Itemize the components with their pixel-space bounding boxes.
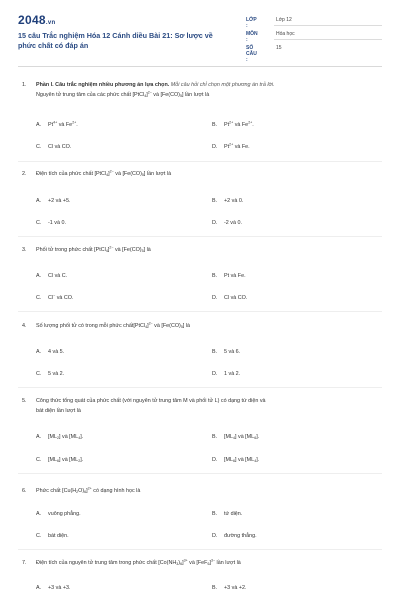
- subscript: 3: [176, 562, 179, 567]
- subscript: 4: [254, 459, 257, 464]
- meta-subject-value: Hóa học: [276, 31, 295, 37]
- option-letter: C.: [36, 533, 42, 539]
- stem-text: lần lượt là: [215, 560, 241, 566]
- option-letter: B.: [212, 273, 218, 279]
- superscript: 2+: [72, 120, 77, 125]
- option-b[interactable]: [212, 584, 246, 592]
- option-text: .: [76, 122, 78, 128]
- stem-text: Số lượng phối tử có trong mỗi phức chất[PtCl: [36, 323, 146, 329]
- part-heading: [36, 80, 382, 90]
- stem-text: ]: [86, 488, 88, 494]
- option-letter: A.: [36, 273, 42, 279]
- option-text: và Fe: [57, 122, 73, 128]
- question-stem: [36, 90, 382, 100]
- option-letter: D.: [212, 220, 218, 226]
- subscript: 6: [254, 436, 257, 441]
- superscript: −: [53, 293, 56, 298]
- superscript: 2−: [109, 169, 114, 174]
- option-letter: A.: [36, 434, 42, 440]
- option-text: đường thẳng.: [224, 533, 257, 539]
- stem-text: ]: [107, 247, 110, 253]
- option-text: Cl và CO.: [48, 144, 72, 150]
- option-text: ].: [80, 457, 84, 463]
- question-divider: [18, 549, 382, 550]
- option-letter: D.: [212, 144, 218, 150]
- option-letter: A.: [36, 349, 42, 355]
- stem-text: ] lần lượt là: [143, 171, 172, 177]
- option-d[interactable]: [212, 370, 240, 378]
- question-text: [36, 80, 382, 100]
- header: [18, 0, 382, 66]
- superscript: 2−: [147, 90, 152, 95]
- question-number: 5.: [22, 398, 27, 404]
- option-a[interactable]: [36, 584, 70, 592]
- option-letter: B.: [212, 434, 218, 440]
- option-text: bát diện.: [48, 533, 69, 539]
- option-c[interactable]: [36, 294, 73, 302]
- meta-divider: [274, 25, 382, 26]
- subscript: 5: [179, 94, 182, 99]
- stem-text: và [Fe(CO): [113, 247, 142, 253]
- site-logo[interactable]: [18, 13, 55, 27]
- option-b[interactable]: [212, 272, 246, 280]
- subscript: 5: [141, 249, 144, 254]
- question-divider: [18, 387, 382, 388]
- option-text: ] và [ML: [59, 434, 79, 440]
- stem-text: ] là: [143, 247, 151, 253]
- subscript: 2: [78, 459, 81, 464]
- option-letter: D.: [212, 533, 218, 539]
- option-text: Pt: [224, 122, 230, 128]
- subscript: 2: [57, 436, 59, 441]
- stem-text: bát diện lần lượt là: [36, 408, 81, 414]
- stem-text: và [Fe(CO): [152, 323, 181, 329]
- option-text: +3 và +3.: [48, 585, 71, 591]
- option-text: ].: [256, 434, 260, 440]
- option-letter: A.: [36, 585, 42, 591]
- option-letter: A.: [36, 122, 42, 128]
- option-d[interactable]: [212, 219, 242, 227]
- superscript: 4+: [53, 120, 58, 125]
- meta-subject-key: MÔN :: [246, 31, 258, 43]
- option-a[interactable]: [36, 272, 67, 280]
- option-b[interactable]: [212, 433, 259, 441]
- stem-text: và [Fe(CO): [151, 92, 180, 98]
- option-text: +3 và +2.: [224, 585, 247, 591]
- stem-text: ): [178, 560, 181, 566]
- option-text: 1 và 2.: [224, 371, 241, 377]
- question-number: 6.: [22, 488, 27, 494]
- option-text: và Fe.: [233, 144, 250, 150]
- subscript: 5: [180, 325, 183, 330]
- stem-text: ]: [182, 560, 184, 566]
- option-letter: B.: [212, 198, 218, 204]
- stem-text: ]: [146, 92, 148, 98]
- option-letter: B.: [212, 585, 218, 591]
- option-b[interactable]: [212, 197, 243, 205]
- question-stem: [36, 558, 382, 568]
- option-text: Cl và CO.: [224, 295, 248, 301]
- question-stem: [36, 245, 382, 255]
- subscript: 2: [76, 490, 79, 495]
- meta-class-key: LỚP :: [246, 17, 257, 29]
- option-letter: A.: [36, 198, 42, 204]
- option-c[interactable]: [36, 532, 69, 540]
- option-letter: D.: [212, 371, 218, 377]
- question-number: 2.: [22, 171, 27, 177]
- option-text: 5 và 6.: [224, 349, 241, 355]
- option-text: 5 và 2.: [48, 371, 65, 377]
- question-number: 4.: [22, 323, 27, 329]
- option-letter: D.: [212, 295, 218, 301]
- stem-text: Công thức tổng quát của phức chất (với nguyên tử trung tâm M và phối tử L) có dạng tứ diện và: [36, 398, 266, 404]
- option-text: +2 và 0.: [224, 198, 244, 204]
- option-letter: B.: [212, 122, 218, 128]
- title-line-1: 15 câu Trắc nghiệm Hóa 12 Cánh diều Bài 21: Sơ lược về: [18, 31, 213, 40]
- question-number: 7.: [22, 560, 27, 566]
- option-c[interactable]: [36, 456, 83, 464]
- subscript: 6: [233, 459, 235, 464]
- subscript: 4: [233, 436, 235, 441]
- option-text: [ML: [224, 434, 233, 440]
- question-number: 1.: [22, 82, 27, 88]
- option-text: Cl và C.: [48, 273, 68, 279]
- option-letter: B.: [212, 511, 218, 517]
- question-stem: [36, 321, 382, 331]
- option-a[interactable]: [36, 510, 81, 518]
- stem-text: Điện tích của nguyên tử trung tâm trong phức chất [Co(NH: [36, 560, 177, 566]
- option-text: ].: [80, 434, 84, 440]
- option-text: .: [252, 122, 254, 128]
- option-b[interactable]: [212, 348, 240, 356]
- subscript: 6: [207, 562, 210, 567]
- option-text: -2 và 0.: [224, 220, 242, 226]
- option-text: vuông phẳng.: [48, 511, 81, 517]
- option-b[interactable]: [212, 510, 242, 518]
- superscript: 3−: [210, 558, 216, 563]
- question-stem: [36, 396, 382, 416]
- superscript: 2+: [229, 142, 234, 147]
- option-c[interactable]: [36, 143, 71, 151]
- option-letter: B.: [212, 349, 218, 355]
- subscript: 6: [180, 562, 183, 567]
- option-c[interactable]: [36, 219, 66, 227]
- option-d[interactable]: [212, 456, 259, 464]
- option-letter: C.: [36, 144, 42, 150]
- option-b[interactable]: [212, 121, 254, 129]
- part-label: Phần I. Câu trắc nghiệm nhiều phương án lựa chọn.: [36, 82, 170, 88]
- question-stem: [36, 169, 382, 179]
- option-letter: A.: [36, 511, 42, 517]
- option-text: và Fe: [233, 122, 249, 128]
- option-text: Pt: [48, 122, 54, 128]
- option-text: 4 và 5.: [48, 349, 65, 355]
- option-letter: C.: [36, 295, 42, 301]
- option-a[interactable]: [36, 121, 78, 129]
- option-letter: C.: [36, 371, 42, 377]
- stem-text: có dạng hình học là: [91, 488, 141, 494]
- option-d[interactable]: [212, 532, 257, 540]
- option-a[interactable]: [36, 197, 70, 205]
- superscript: 3+: [183, 558, 188, 563]
- page-title: [18, 31, 233, 51]
- question-stem: [36, 486, 382, 496]
- stem-text: và [Fe(CO): [113, 171, 142, 177]
- logo-text: 2048: [18, 13, 46, 27]
- stem-text: O): [78, 488, 85, 494]
- question-divider: [18, 161, 382, 162]
- option-text: [ML: [48, 434, 57, 440]
- stem-text: Phức chất [Cu(H: [36, 488, 77, 494]
- option-d[interactable]: [212, 294, 247, 302]
- stem-text: và [FeF: [187, 560, 208, 566]
- logo-suffix: .vn: [45, 20, 56, 26]
- option-text: [ML: [48, 457, 57, 463]
- subscript: 4: [105, 249, 108, 254]
- subscript: 6: [57, 459, 59, 464]
- title-line-2: phức chất có đáp án: [18, 41, 89, 50]
- option-text: ] và [ML: [59, 457, 79, 463]
- question-divider: [18, 473, 382, 474]
- option-text: -1 và 0.: [48, 220, 66, 226]
- subscript: 4: [145, 325, 148, 330]
- subscript: 4: [78, 436, 81, 441]
- stem-text: ]: [108, 171, 110, 177]
- meta-divider: [274, 39, 382, 40]
- option-a[interactable]: [36, 433, 83, 441]
- superscript: 2+: [229, 120, 234, 125]
- subscript: 5: [141, 173, 144, 178]
- subscript: 4: [106, 173, 109, 178]
- question-divider: [18, 236, 382, 237]
- stem-text: Nguyên tử trung tâm của các phức chất [PtCl: [36, 92, 145, 98]
- option-text: +2 và +5.: [48, 198, 71, 204]
- meta-count-value: 15: [276, 45, 282, 51]
- option-text: tứ diện.: [224, 511, 243, 517]
- option-letter: D.: [212, 457, 218, 463]
- option-text: ].: [256, 457, 260, 463]
- stem-text: ]: [209, 560, 211, 566]
- option-text: Cl: [48, 295, 54, 301]
- meta-class-value: Lớp 12: [276, 17, 292, 23]
- part-instruction: Mỗi câu hỏi chỉ chọn một phương án trả lời.: [170, 82, 275, 88]
- question-number: 3.: [22, 247, 27, 253]
- stem-text: ] là: [182, 323, 191, 329]
- option-d[interactable]: [212, 143, 250, 151]
- stem-text: Điện tích của phức chất [PtCl: [36, 171, 107, 177]
- option-c[interactable]: [36, 370, 64, 378]
- option-text: [ML: [224, 457, 233, 463]
- superscript: 2−: [148, 321, 153, 326]
- option-text: và CO.: [55, 295, 74, 301]
- stem-text: ]: [147, 323, 149, 329]
- superscript: 2−: [109, 245, 114, 250]
- superscript: 2+: [87, 486, 92, 491]
- question-divider: [18, 311, 382, 312]
- option-text: Pt và Fe.: [224, 273, 246, 279]
- option-letter: C.: [36, 457, 42, 463]
- stem-text: ] lần lượt là: [181, 92, 210, 98]
- option-text: Pt: [224, 144, 230, 150]
- header-divider: [18, 66, 382, 67]
- stem-text: Phối tử trong phức chất [PtCl: [36, 247, 106, 253]
- option-letter: C.: [36, 220, 42, 226]
- subscript: 4: [144, 94, 147, 99]
- meta-count-key: SỐ CÂU :: [246, 45, 257, 63]
- option-text: ] và [ML: [235, 434, 255, 440]
- option-a[interactable]: [36, 348, 64, 356]
- option-text: ] và [ML: [235, 457, 255, 463]
- superscript: 2+: [248, 120, 253, 125]
- subscript: 6: [84, 490, 87, 495]
